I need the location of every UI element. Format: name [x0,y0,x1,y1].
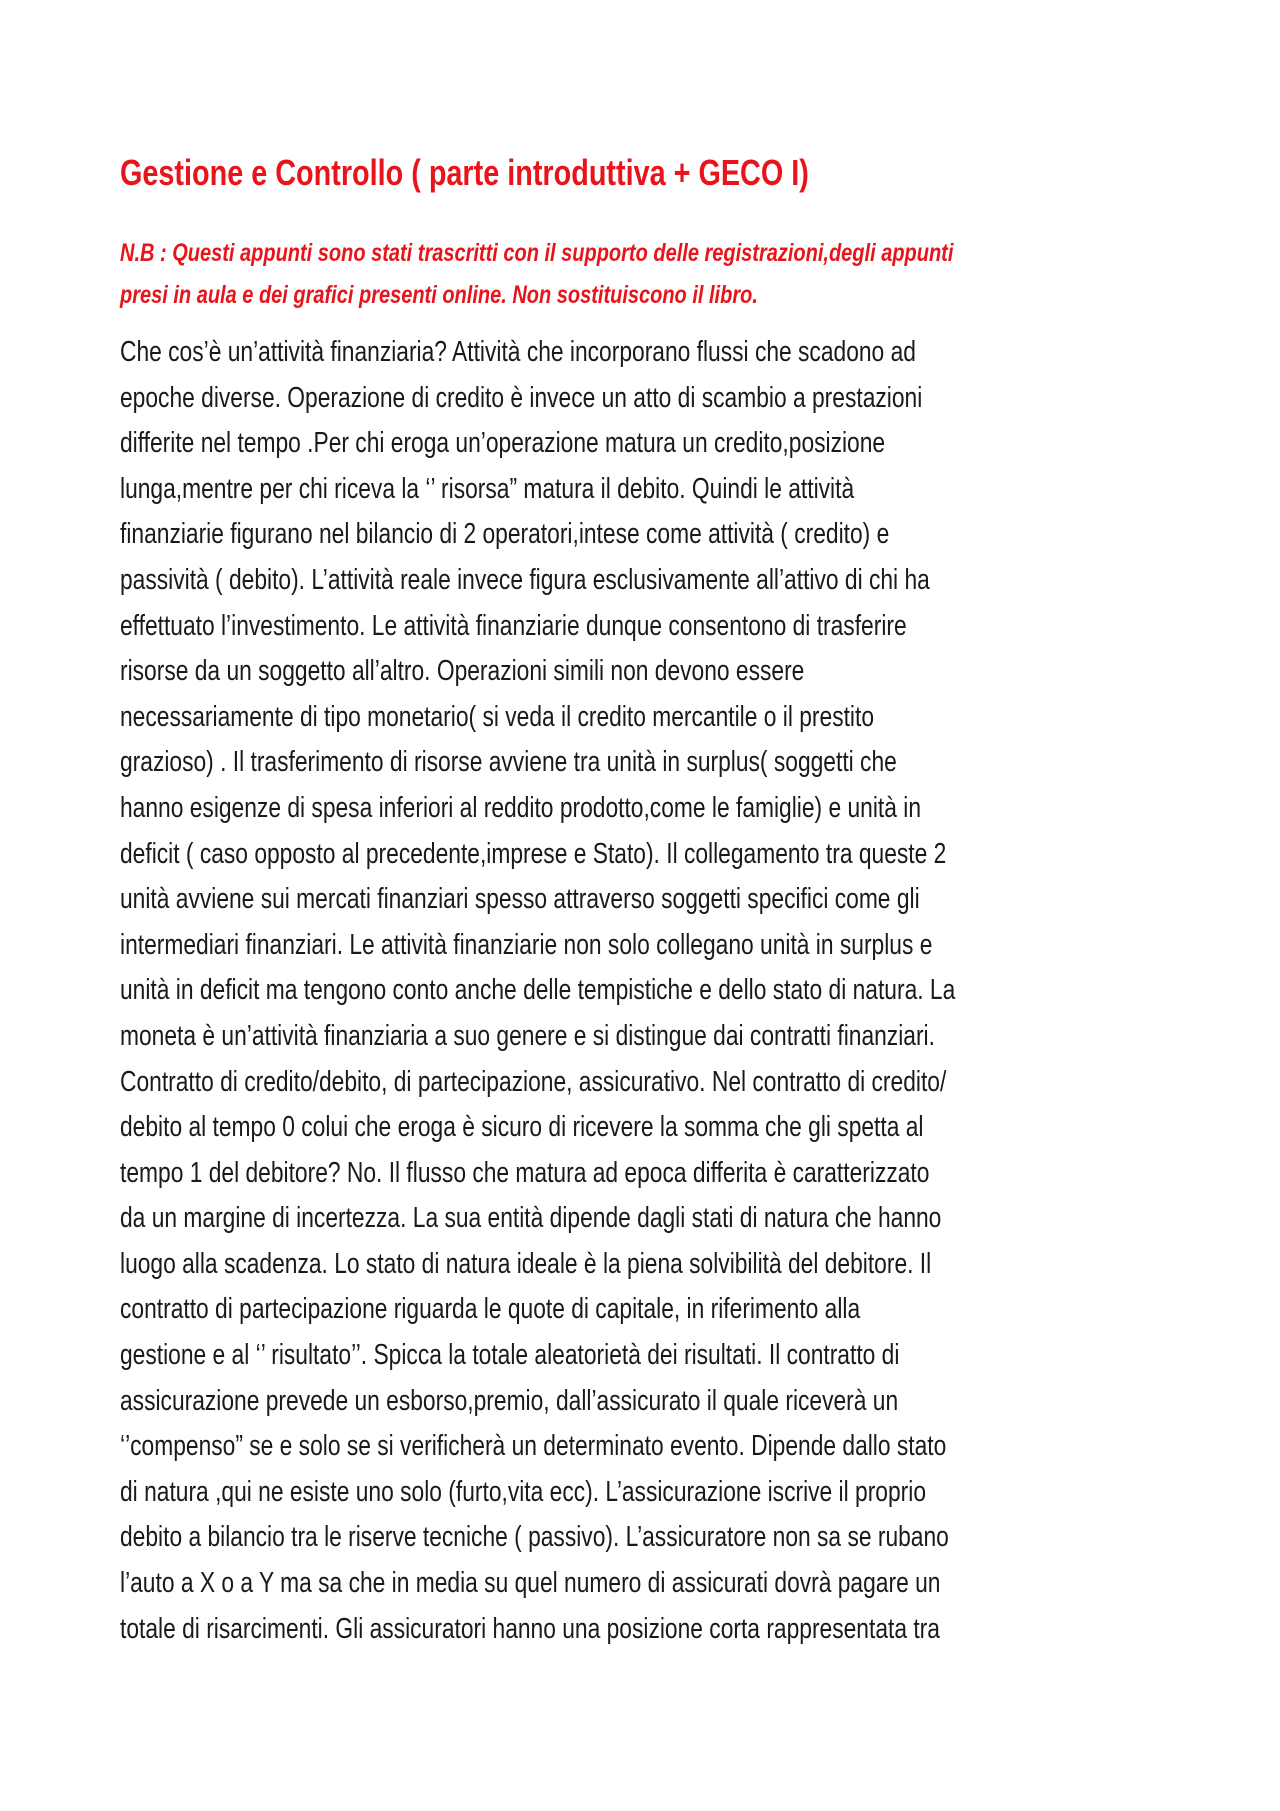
body-line: lunga,mentre per chi riceva la ‘’ risorsa” matura il debito. Quindi le attività [120,472,855,505]
disclaimer-note [120,232,1160,316]
document-title: Gestione e Controllo ( parte introduttiva + GECO I) [120,152,809,193]
body-line: debito a bilancio tra le riserve tecniche ( passivo). L’assicuratore non sa se rubano [120,1521,949,1554]
body-line: passività ( debito). L’attività reale invece figura esclusivamente all’attivo di chi ha [120,563,930,596]
body-line: risorse da un soggetto all’altro. Operazioni simili non devono essere [120,655,805,688]
body-line: hanno esigenze di spesa inferiori al reddito prodotto,come le famiglie) e unità in [120,791,922,824]
body-line: moneta è un’attività finanziaria a suo genere e si distingue dai contratti finanziari. [120,1019,935,1052]
body-line: ‘’compenso” se e solo se si verificherà un determinato evento. Dipende dallo stato [120,1430,947,1463]
body-paragraph [120,330,1160,1652]
body-line: unità avviene sui mercati finanziari spesso attraverso soggetti specifici come gli [120,883,920,916]
body-line: Che cos’è un’attività finanziaria? Attività che incorporano flussi che scadono ad [120,336,916,368]
body-line: contratto di partecipazione riguarda le quote di capitale, in riferimento alla [120,1293,861,1326]
body-line: deficit ( caso opposto al precedente,imprese e Stato). Il collegamento tra queste 2 [120,837,947,870]
body-line: intermediari finanziari. Le attività finanziarie non solo collegano unità in surplus e [120,928,933,961]
body-line: debito al tempo 0 colui che eroga è sicuro di ricevere la somma che gli spetta al [120,1111,924,1144]
body-line: assicurazione prevede un esborso,premio, dall’assicurato il quale riceverà un [120,1384,899,1417]
body-line: luogo alla scadenza. Lo stato di natura ideale è la piena solvibilità del debitore. Il [120,1247,932,1280]
body-line: epoche diverse. Operazione di credito è invece un atto di scambio a prestazioni [120,381,923,414]
note-line: presi in aula e dei grafici presenti online. Non sostituiscono il libro. [120,281,758,309]
body-line: l’auto a X o a Y ma sa che in media su quel numero di assicurati dovrà pagare un [120,1567,941,1600]
body-line: tempo 1 del debitore? No. Il flusso che matura ad epoca differita è caratterizzato [120,1156,930,1189]
body-line: da un margine di incertezza. La sua entità dipende dagli stati di natura che hanno [120,1202,942,1235]
body-line: finanziarie figurano nel bilancio di 2 operatori,intese come attività ( credito) e [120,518,890,551]
body-line: di natura ,qui ne esiste uno solo (furto,vita ecc). L’assicurazione iscrive il proprio [120,1475,926,1508]
note-line: N.B : Questi appunti sono stati trascritti con il supporto delle registrazioni,degli appunti [120,239,954,267]
body-line: unità in deficit ma tengono conto anche delle tempistiche e dello stato di natura. La [120,974,956,1007]
body-line: totale di risarcimenti. Gli assicuratori hanno una posizione corta rappresentata tra [120,1612,940,1645]
body-line: necessariamente di tipo monetario( si veda il credito mercantile o il prestito [120,700,875,733]
body-line: Contratto di credito/debito, di partecipazione, assicurativo. Nel contratto di credito/ [120,1065,947,1098]
body-line: differite nel tempo .Per chi eroga un’operazione matura un credito,posizione [120,427,886,460]
body-line: effettuato l’investimento. Le attività finanziarie dunque consentono di trasferire [120,609,907,642]
body-line: gestione e al ‘’ risultato’’. Spicca la totale aleatorietà dei risultati. Il contratto di [120,1339,900,1372]
body-line: grazioso) . Il trasferimento di risorse avviene tra unità in surplus( soggetti che [120,746,897,779]
